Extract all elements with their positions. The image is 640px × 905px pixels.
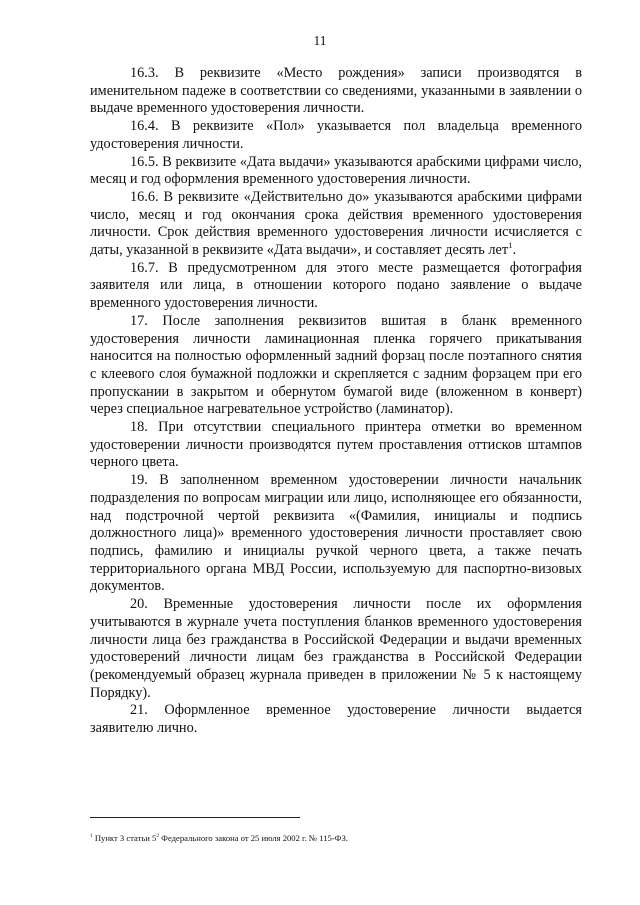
- paragraph-17: 17. После заполнения реквизитов вшитая в бланк временного удостоверения личности ламинационная пленка горячего прикатывания наносится на полностью оформленный задний форзац после поэтапного снятия с клеевого слоя бумажной подложки и скрепляется с задним форзацем при его пропускании в закрытом и обернутом бумагой виде (вложенном в конверт) через специальное нагревательное устройство (ламинатор).: [90, 312, 582, 418]
- footnote-text-before: Пункт 3 статьи 5: [94, 833, 157, 843]
- paragraph-18: 18. При отсутствии специального принтера отметки во временном удостоверении личности производятся путем проставления оттисков штампов черного цвета.: [90, 419, 582, 471]
- paragraph-16-6-text: 16.6. В реквизите «Действительно до» указываются арабскими цифрами число, месяц и год окончания срока действия временного удостоверения личности. Срок действия временного удостоверения личности исчисляется с даты, указанной в реквизите «Дата выдачи», и составляет десять лет: [90, 188, 582, 259]
- page-number: 11: [313, 33, 327, 48]
- footnote-reference: 1: [508, 240, 513, 251]
- paragraph-16-3: 16.3. В реквизите «Место рождения» записи производятся в именительном падеже в соответствии со сведениями, указанными в заявлении о выдаче временного удостоверения личности.: [90, 65, 582, 117]
- paragraph-16-7: 16.7. В предусмотренном для этого месте размещается фотография заявителя или лица, в отношении которого подано заявление о выдаче временного удостоверения личности.: [90, 259, 582, 312]
- paragraph-19: 19. В заполненном временном удостоверении личности начальник подразделения по вопросам миграции или лицо, исполняющее его обязанности, над подстрочной чертой реквизита «(Фамилия, инициалы и подпись должностного лица)» временного удостоверения личности проставляет свою подпись, фамилию и инициалы ручкой черного цвета, а также печать территориального органа МВД России, используемую для паспортно-визовых документов.: [90, 472, 582, 595]
- paragraph-21: 21. Оформленное временное удостоверение личности выдается заявителю лично.: [90, 702, 582, 737]
- footnote-separator: [90, 817, 300, 818]
- footnote-text-after: Федерального закона от 25 июля 2002 г. № 115-ФЗ.: [159, 833, 348, 843]
- paragraph-16-5: 16.5. В реквизите «Дата выдачи» указываются арабскими цифрами число, месяц и год оформления временного удостоверения личности.: [90, 153, 582, 188]
- paragraph-16-4: 16.4. В реквизите «Пол» указывается пол владельца временного удостоверения личности.: [90, 118, 582, 152]
- footnote-superscript: 2: [156, 833, 159, 840]
- footnote-marker: 1: [90, 833, 93, 840]
- footnote: [90, 833, 582, 844]
- paragraph-20: 20. Временные удостоверения личности после их оформления учитываются в журнале учета поступления бланков временного удостоверения личности лица без гражданства в Российской Федерации и выдачи временных удостоверений личности лицам без гражданства в Российской Федерации (рекомендуемый образец журнала приведен в приложении № 5 к настоящему Порядку).: [90, 596, 582, 701]
- paragraph-16-6: 16.6. В реквизите «Действительно до» указываются арабскими цифрами число, месяц и год окончания срока действия временного удостоверения личности. Срок действия временного удостоверения личности исчисляется с даты, указанной в реквизите «Дата выдачи», и составляет десять лет$^1$.: [90, 188, 582, 259]
- document-body: [90, 65, 582, 738]
